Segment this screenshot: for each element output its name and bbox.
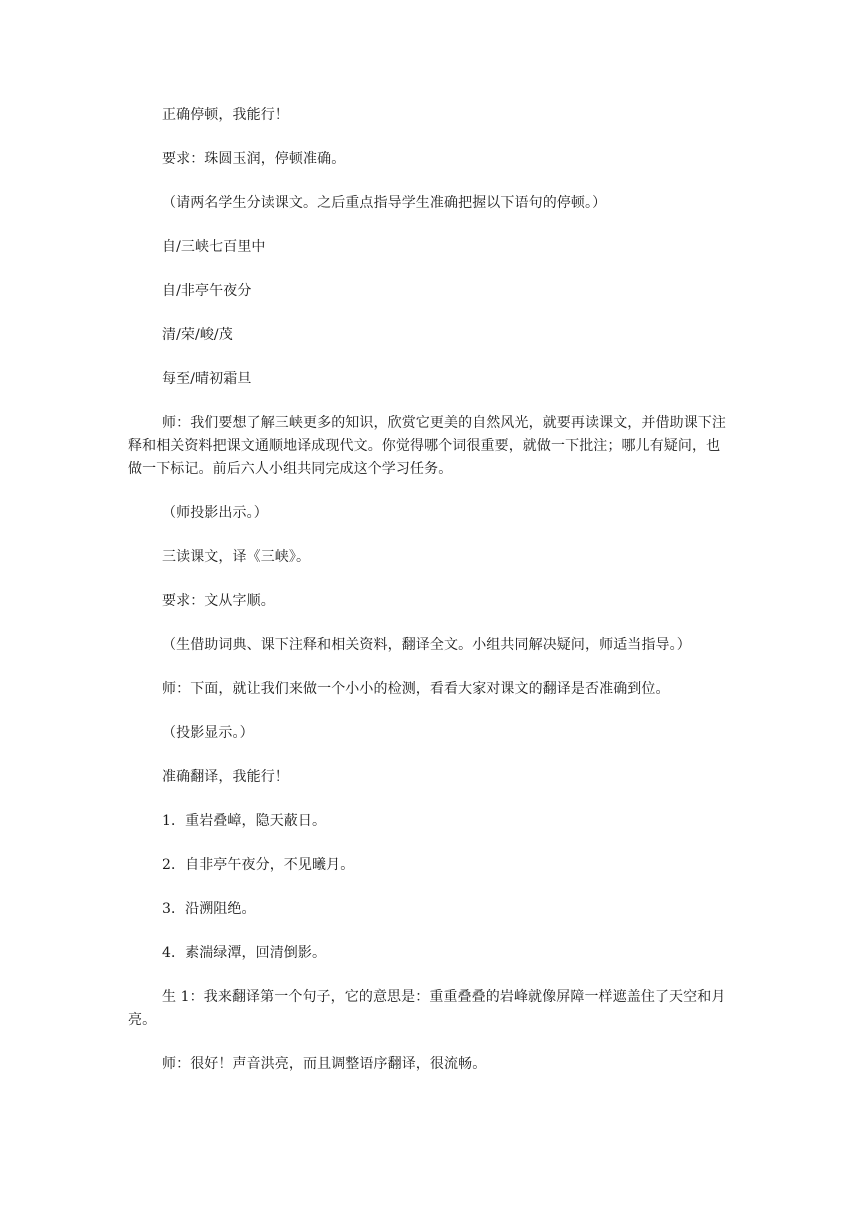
pause-example-2: 自/非亭午夜分 bbox=[162, 283, 252, 299]
requirement-fluency: 要求：文从字顺。 bbox=[162, 593, 275, 609]
student-answer-1: 生 1：我来翻译第一个句子，它的意思是：重重叠叠的岩峰就像屏障一样遮盖住了天空和月亮。 bbox=[128, 989, 726, 1028]
teacher-speech-1: 师：我们要想了解三峡更多的知识，欣赏它更美的自然风光，就要再读课文，并借助课下注释和相关资料把课文通顺地译成现代文。你觉得哪个词很重要，就做一下批注；哪儿有疑问，也做一下标记。前后六人小组共同完成这个学习任务。 bbox=[128, 415, 726, 477]
pause-example-4: 每至/晴初霜旦 bbox=[162, 371, 252, 387]
third-reading-title: 三读课文，译《三峡》。 bbox=[162, 549, 311, 565]
pause-example-3: 清/荣/峻/茂 bbox=[162, 327, 233, 343]
instruction-note: （请两名学生分读课文。之后重点指导学生准确把握以下语句的停顿。） bbox=[162, 195, 607, 211]
student-activity-note: （生借助词典、课下注释和相关资料，翻译全文。小组共同解决疑问，师适当指导。） bbox=[162, 637, 691, 653]
document-body bbox=[128, 104, 733, 1097]
teacher-speech-2: 师：下面，就让我们来做一个小小的检测，看看大家对课文的翻译是否准确到位。 bbox=[162, 681, 670, 697]
translation-item-4: 4．素湍绿潭，回清倒影。 bbox=[162, 945, 327, 961]
translation-item-1: 1．重岩叠嶂，隐天蔽日。 bbox=[162, 813, 327, 829]
requirement-pause: 要求：珠圆玉润，停顿准确。 bbox=[162, 151, 346, 167]
translation-item-3: 3．沿溯阻绝。 bbox=[162, 901, 256, 917]
pause-example-1: 自/三峡七百里中 bbox=[162, 239, 266, 255]
projection-note-1: （师投影出示。） bbox=[162, 505, 268, 521]
heading-pause-practice: 正确停顿，我能行！ bbox=[162, 107, 289, 123]
translation-item-2: 2．自非亭午夜分，不见曦月。 bbox=[162, 857, 355, 873]
heading-translation-practice: 准确翻译，我能行！ bbox=[162, 769, 289, 785]
teacher-feedback: 师：很好！声音洪亮，而且调整语序翻译，很流畅。 bbox=[162, 1056, 487, 1072]
projection-note-2: （投影显示。） bbox=[162, 725, 254, 741]
